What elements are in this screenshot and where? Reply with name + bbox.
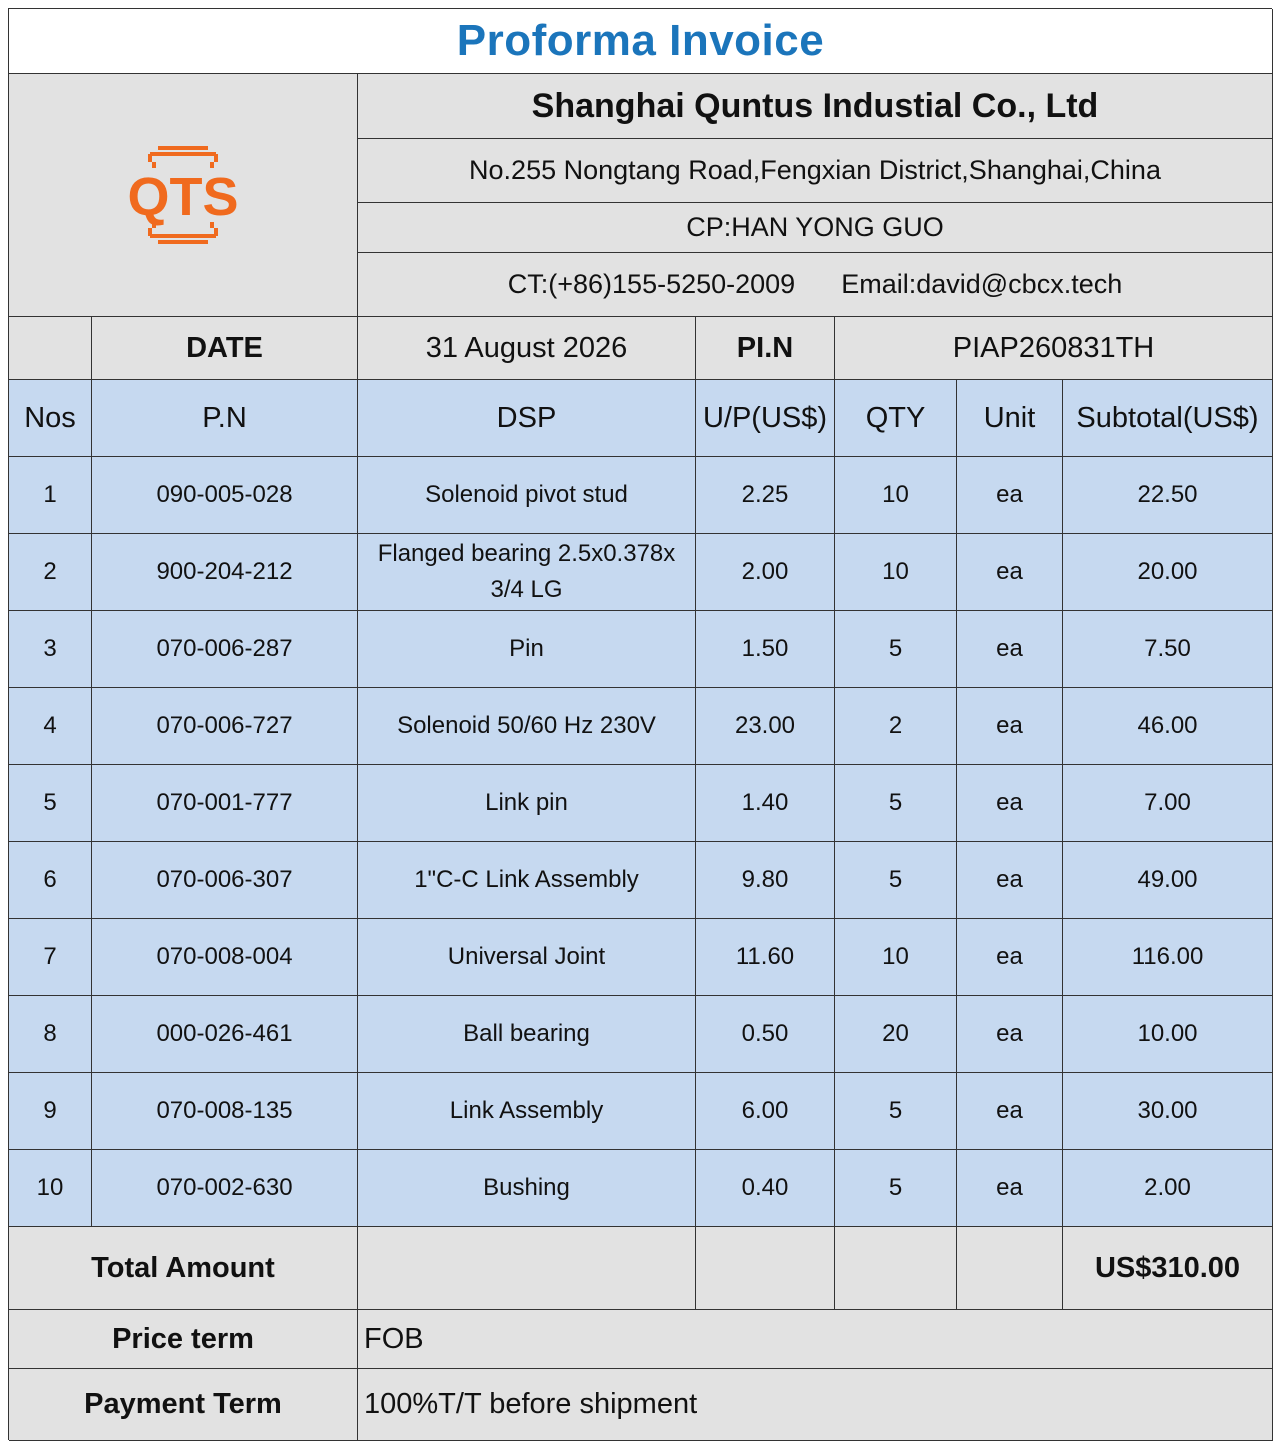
table-cell-dsp: Bushing (358, 1150, 696, 1227)
table-cell-subtotal: 30.00 (1063, 1073, 1273, 1150)
table-cell-qty: 5 (835, 1073, 957, 1150)
column-header-unit: Unit (957, 380, 1063, 457)
table-cell-unit: ea (957, 842, 1063, 919)
table-cell-qty: 5 (835, 765, 957, 842)
table-cell-unit: ea (957, 534, 1063, 611)
table-cell-dsp: Pin (358, 611, 696, 688)
page-title: Proforma Invoice (9, 9, 1273, 74)
table-cell-unit-price: 0.40 (696, 1150, 835, 1227)
table-cell-unit-price: 9.80 (696, 842, 835, 919)
table-cell-qty: 5 (835, 842, 957, 919)
table-cell-dsp: 1"C-C Link Assembly (358, 842, 696, 919)
table-cell-unit: ea (957, 1073, 1063, 1150)
table-cell-pn: 070-008-004 (92, 919, 358, 996)
date-value: 31 August 2026 (358, 317, 696, 380)
table-cell-subtotal: 10.00 (1063, 996, 1273, 1073)
table-cell-qty: 10 (835, 457, 957, 534)
proforma-invoice-sheet (8, 8, 1272, 1440)
table-cell-pn: 070-002-630 (92, 1150, 358, 1227)
table-cell-unit-price: 2.00 (696, 534, 835, 611)
table-cell-unit-price: 1.50 (696, 611, 835, 688)
table-cell-dsp: Link pin (358, 765, 696, 842)
table-cell-nos: 7 (9, 919, 92, 996)
table-cell-dsp: Universal Joint (358, 919, 696, 996)
total-empty-qty (835, 1227, 957, 1310)
table-cell-nos: 5 (9, 765, 92, 842)
table-cell-qty: 2 (835, 688, 957, 765)
table-cell-nos: 6 (9, 842, 92, 919)
table-cell-dsp: Link Assembly (358, 1073, 696, 1150)
column-header-nos: Nos (9, 380, 92, 457)
table-cell-subtotal: 20.00 (1063, 534, 1273, 611)
contact-email[interactable]: Email:david@cbcx.tech (841, 269, 1123, 299)
contact-line (358, 253, 1273, 317)
total-empty-up (696, 1227, 835, 1310)
table-cell-pn: 070-006-287 (92, 611, 358, 688)
table-cell-qty: 5 (835, 611, 957, 688)
table-cell-pn: 070-008-135 (92, 1073, 358, 1150)
company-logo (9, 74, 358, 317)
column-header-qty: QTY (835, 380, 957, 457)
total-empty-unit (957, 1227, 1063, 1310)
table-cell-subtotal: 7.00 (1063, 765, 1273, 842)
table-cell-unit-price: 1.40 (696, 765, 835, 842)
pi-label: PI.N (696, 317, 835, 380)
qts-logo-icon (108, 140, 258, 250)
price-term-value: FOB (358, 1310, 1273, 1369)
table-cell-nos: 9 (9, 1073, 92, 1150)
table-cell-unit: ea (957, 919, 1063, 996)
company-address: No.255 Nongtang Road,Fengxian District,Shanghai,China (358, 139, 1273, 203)
table-cell-subtotal: 116.00 (1063, 919, 1273, 996)
table-cell-nos: 4 (9, 688, 92, 765)
table-cell-unit-price: 23.00 (696, 688, 835, 765)
table-cell-unit: ea (957, 765, 1063, 842)
table-cell-unit: ea (957, 457, 1063, 534)
table-cell-dsp: Ball bearing (358, 996, 696, 1073)
table-cell-unit-price: 11.60 (696, 919, 835, 996)
table-cell-dsp: Solenoid pivot stud (358, 457, 696, 534)
table-cell-unit-price: 2.25 (696, 457, 835, 534)
table-cell-unit: ea (957, 611, 1063, 688)
table-cell-pn: 070-006-727 (92, 688, 358, 765)
table-cell-pn: 090-005-028 (92, 457, 358, 534)
table-cell-pn: 070-006-307 (92, 842, 358, 919)
total-empty-dsp (358, 1227, 696, 1310)
pi-value: PIAP260831TH (835, 317, 1273, 380)
meta-empty-cell (9, 317, 92, 380)
table-cell-pn: 900-204-212 (92, 534, 358, 611)
table-cell-nos: 2 (9, 534, 92, 611)
table-cell-nos: 10 (9, 1150, 92, 1227)
contact-phone: CT:(+86)155-5250-2009 (507, 269, 796, 299)
payment-term-value: 100%T/T before shipment (358, 1369, 1273, 1441)
table-cell-pn: 000-026-461 (92, 996, 358, 1073)
table-cell-dsp: Solenoid 50/60 Hz 230V (358, 688, 696, 765)
table-cell-subtotal: 49.00 (1063, 842, 1273, 919)
table-cell-unit: ea (957, 688, 1063, 765)
table-cell-subtotal: 7.50 (1063, 611, 1273, 688)
column-header-pn: P.N (92, 380, 358, 457)
table-cell-unit: ea (957, 996, 1063, 1073)
total-label: Total Amount (9, 1227, 358, 1310)
date-label: DATE (92, 317, 358, 380)
table-cell-unit: ea (957, 1150, 1063, 1227)
logo-text: QTS (127, 167, 239, 227)
table-cell-nos: 3 (9, 611, 92, 688)
price-term-label: Price term (9, 1310, 358, 1369)
column-header-unit-price: U/P(US$) (696, 380, 835, 457)
column-header-subtotal: Subtotal(US$) (1063, 380, 1273, 457)
total-value: US$310.00 (1063, 1227, 1273, 1310)
table-cell-subtotal: 22.50 (1063, 457, 1273, 534)
table-cell-nos: 8 (9, 996, 92, 1073)
table-cell-subtotal: 46.00 (1063, 688, 1273, 765)
table-cell-qty: 20 (835, 996, 957, 1073)
table-cell-qty: 10 (835, 919, 957, 996)
contact-person: CP:HAN YONG GUO (358, 203, 1273, 253)
table-cell-unit-price: 6.00 (696, 1073, 835, 1150)
table-cell-unit-price: 0.50 (696, 996, 835, 1073)
table-cell-qty: 10 (835, 534, 957, 611)
table-cell-qty: 5 (835, 1150, 957, 1227)
table-cell-pn: 070-001-777 (92, 765, 358, 842)
payment-term-label: Payment Term (9, 1369, 358, 1441)
table-cell-subtotal: 2.00 (1063, 1150, 1273, 1227)
table-cell-dsp: Flanged bearing 2.5x0.378x 3/4 LG (358, 534, 696, 611)
table-cell-nos: 1 (9, 457, 92, 534)
company-name: Shanghai Quntus Industial Co., Ltd (358, 74, 1273, 139)
column-header-dsp: DSP (358, 380, 696, 457)
